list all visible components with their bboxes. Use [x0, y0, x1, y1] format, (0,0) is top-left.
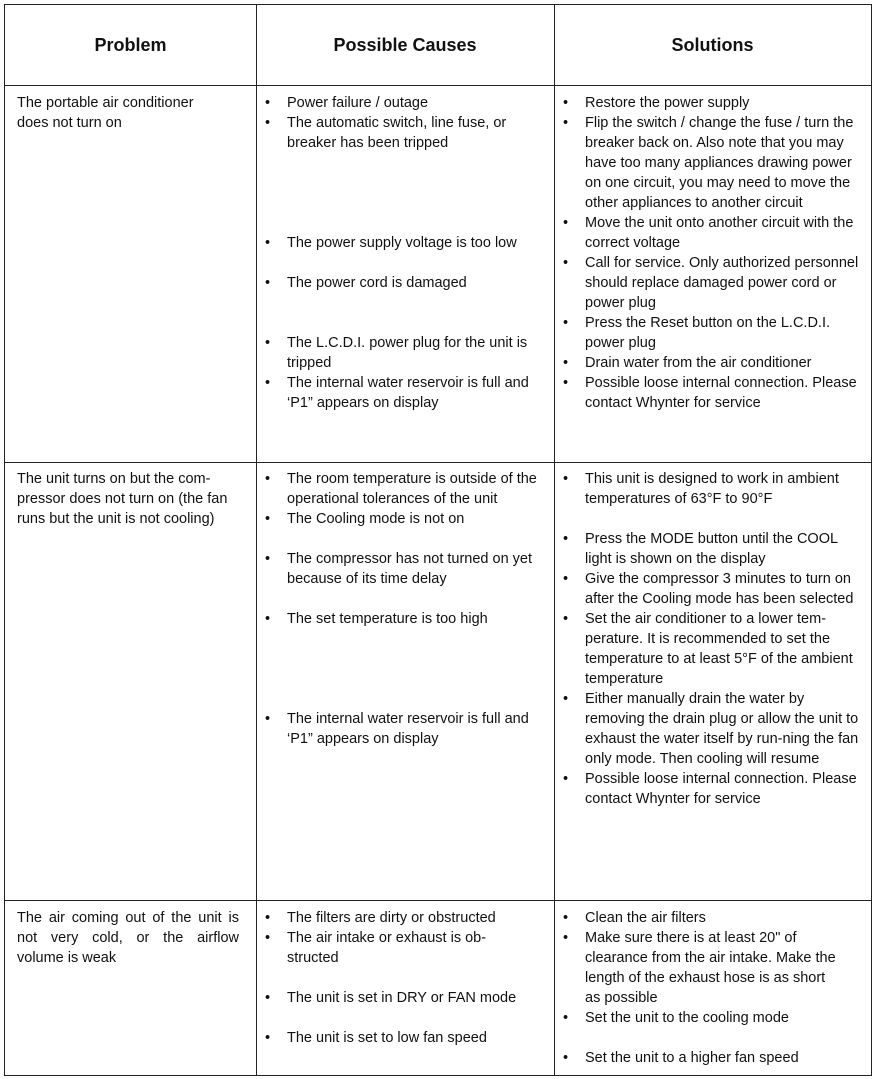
cause-item: • The power supply voltage is too low	[263, 233, 537, 253]
cause-item: • The automatic switch, line fuse, or breaker has been tripped	[263, 113, 537, 153]
header-solutions: Solutions	[671, 34, 754, 55]
cause-item: • The room temperature is outside of the operational tolerances of the unit	[263, 469, 537, 509]
cause-item: • The air intake or exhaust is ob-structed	[263, 928, 537, 968]
solution-item: • Call for service. Only authorized personnel should replace damaged power cord or power plug	[561, 253, 865, 313]
column-divider	[554, 5, 555, 1075]
troubleshooting-table	[4, 4, 872, 1076]
solution-item: • Make sure there is at least 20" of clearance from the air intake. Make the length of the exhaust hose is as short as possible	[561, 928, 840, 1008]
row-divider	[5, 900, 871, 901]
cause-item: • The compressor has not turned on yet because of its time delay	[263, 549, 537, 589]
solution-item: • Drain water from the air conditioner	[561, 353, 865, 373]
header-problem: Problem	[94, 34, 167, 55]
solution-item: • Either manually drain the water by removing the drain plug or allow the unit to exhaust the water itself by run-ning the fan only mode. Then cooling will resume	[561, 689, 865, 769]
cause-item: • The L.C.D.I. power plug for the unit is tripped	[263, 333, 537, 373]
solution-item: • Give the compressor 3 minutes to turn on after the Cooling mode has been selected	[561, 569, 865, 609]
solution-item: • This unit is designed to work in ambient temperatures of 63°F to 90°F	[561, 469, 865, 509]
cause-item: • The power cord is damaged	[263, 273, 537, 293]
cause-item: • The internal water reservoir is full and ‘P1” appears on display	[263, 373, 537, 413]
solution-item: • Set the unit to a higher fan speed	[561, 1048, 865, 1068]
cause-item: • The unit is set in DRY or FAN mode	[263, 988, 537, 1008]
solution-item: • Restore the power supply	[561, 93, 865, 113]
cause-item: • The filters are dirty or obstructed	[263, 908, 537, 928]
cause-item: • Power failure / outage	[263, 93, 537, 113]
row2-problem: The unit turns on but the com- pressor does not turn on (the fan runs but the unit is not cooling)	[17, 471, 228, 527]
solution-item: • Clean the air filters	[561, 908, 865, 928]
column-divider	[256, 5, 257, 1075]
cause-item: • The unit is set to low fan speed	[263, 1028, 537, 1048]
solution-item: • Press the Reset button on the L.C.D.I. power plug	[561, 313, 865, 353]
row3-problem: The air coming out of the unit is not very cold, or the airflow volume is weak	[17, 910, 239, 966]
solution-item: • Set the air conditioner to a lower tem-perature. It is recommended to set the temperature to at least 5°F of the ambient temperature	[561, 609, 865, 689]
solution-item: • Set the unit to the cooling mode	[561, 1008, 865, 1028]
row-divider	[5, 85, 871, 86]
header-possible-causes: Possible Causes	[333, 34, 477, 55]
solution-item: • Flip the switch / change the fuse / turn the breaker back on. Also note that you may have too many appliances drawing power on one circuit, you may need to move the other appliances to another circuit	[561, 113, 865, 213]
solution-item: • Move the unit onto another circuit with the correct voltage	[561, 213, 865, 253]
row-divider	[5, 462, 871, 463]
cause-item: • The internal water reservoir is full and ‘P1” appears on display	[263, 709, 537, 749]
cause-item: • The set temperature is too high	[263, 609, 537, 629]
row1-problem: The portable air conditioner does not turn on	[17, 95, 194, 131]
cause-item: • The Cooling mode is not on	[263, 509, 537, 529]
solution-item: • Possible loose internal connection. Please contact Whynter for service	[561, 769, 865, 809]
solution-item: • Possible loose internal connection. Please contact Whynter for service	[561, 373, 865, 413]
solution-item: • Press the MODE button until the COOL light is shown on the display	[561, 529, 865, 569]
